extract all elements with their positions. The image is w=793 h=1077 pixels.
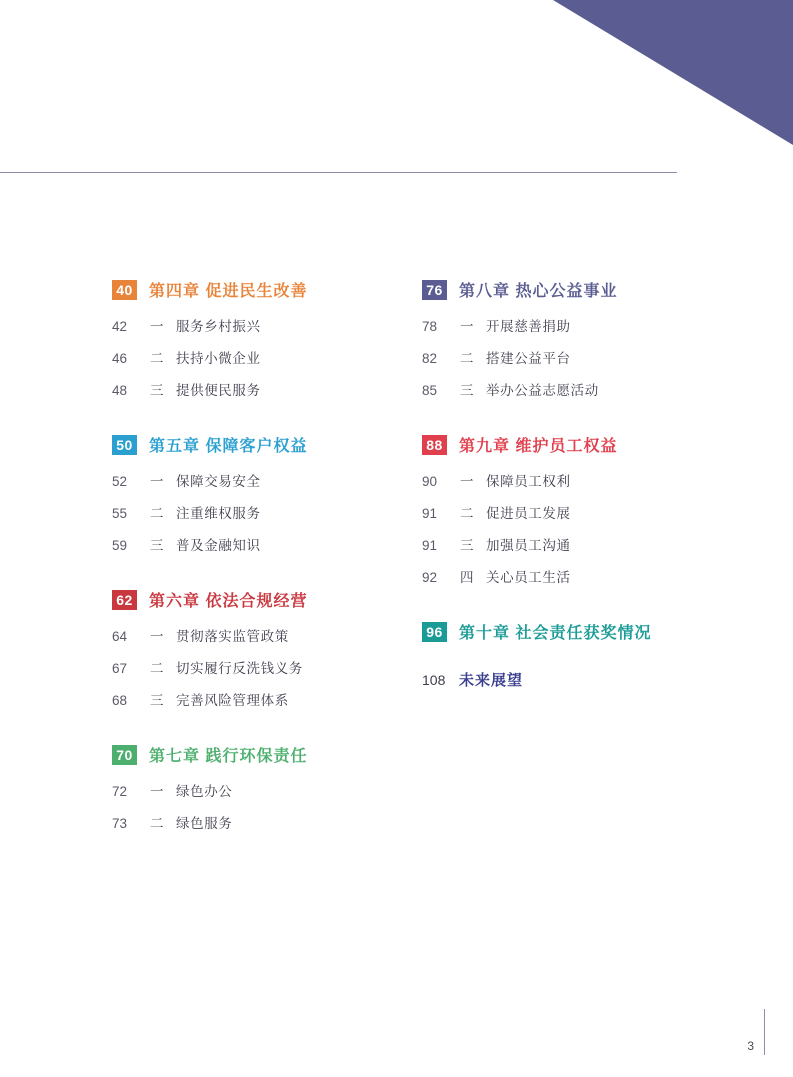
chapter-page-badge: 62 bbox=[112, 590, 137, 610]
toc-chapter-group bbox=[112, 278, 412, 399]
section-index: 一 bbox=[460, 319, 474, 334]
section-page-number: 73 bbox=[112, 816, 128, 831]
footer-page-number: 3 bbox=[747, 1039, 754, 1053]
section-label: 绿色办公 bbox=[176, 784, 233, 799]
section-page-number: 78 bbox=[422, 319, 438, 334]
toc-chapter-entry[interactable] bbox=[112, 588, 412, 611]
section-label: 服务乡村振兴 bbox=[176, 319, 261, 334]
section-page-number: 59 bbox=[112, 538, 128, 553]
toc-section-entry[interactable] bbox=[112, 689, 412, 709]
section-label: 注重维权服务 bbox=[176, 506, 261, 521]
toc-section-entry[interactable] bbox=[112, 780, 412, 800]
chapter-page-badge: 50 bbox=[112, 435, 137, 455]
section-page-number: 85 bbox=[422, 383, 438, 398]
toc-chapter-entry[interactable] bbox=[422, 278, 742, 301]
section-index: 二 bbox=[150, 816, 164, 831]
toc-section-entry[interactable] bbox=[112, 502, 412, 522]
chapter-page-badge: 76 bbox=[422, 280, 447, 300]
toc-left-column bbox=[112, 278, 412, 866]
header-divider bbox=[0, 172, 677, 173]
section-label: 搭建公益平台 bbox=[486, 351, 571, 366]
toc-section-entry[interactable] bbox=[422, 502, 742, 522]
section-index: 二 bbox=[150, 661, 164, 676]
section-index: 三 bbox=[460, 538, 474, 553]
chapter-title: 第五章 保障客户权益 bbox=[149, 438, 308, 455]
section-label: 加强员工沟通 bbox=[486, 538, 571, 553]
section-label: 完善风险管理体系 bbox=[176, 693, 289, 708]
toc-chapter-group bbox=[112, 588, 412, 709]
section-index: 四 bbox=[460, 570, 474, 585]
chapter-title: 第四章 促进民生改善 bbox=[149, 283, 308, 300]
toc-section-entry[interactable] bbox=[112, 379, 412, 399]
outlook-page-number: 108 bbox=[422, 672, 446, 688]
chapter-title: 第六章 依法合规经营 bbox=[149, 593, 308, 610]
section-index: 一 bbox=[150, 784, 164, 799]
section-label: 保障员工权利 bbox=[486, 474, 571, 489]
section-index: 三 bbox=[150, 693, 164, 708]
section-page-number: 42 bbox=[112, 319, 128, 334]
toc-chapter-group bbox=[112, 743, 412, 832]
toc-right-column bbox=[422, 278, 742, 690]
section-page-number: 55 bbox=[112, 506, 128, 521]
section-label: 举办公益志愿活动 bbox=[486, 383, 599, 398]
section-page-number: 82 bbox=[422, 351, 438, 366]
toc-section-entry[interactable] bbox=[422, 315, 742, 335]
toc-section-entry[interactable] bbox=[112, 470, 412, 490]
toc-section-entry[interactable] bbox=[422, 470, 742, 490]
toc-chapter-group bbox=[422, 620, 742, 643]
toc-chapter-group bbox=[112, 433, 412, 554]
chapter-page-badge: 88 bbox=[422, 435, 447, 455]
chapter-title: 第八章 热心公益事业 bbox=[459, 283, 618, 300]
chapter-page-badge: 96 bbox=[422, 622, 447, 642]
toc-section-entry[interactable] bbox=[422, 534, 742, 554]
section-page-number: 48 bbox=[112, 383, 128, 398]
toc-section-entry[interactable] bbox=[422, 379, 742, 399]
section-index: 三 bbox=[150, 383, 164, 398]
section-index: 一 bbox=[460, 474, 474, 489]
section-label: 扶持小微企业 bbox=[176, 351, 261, 366]
section-label: 关心员工生活 bbox=[486, 570, 571, 585]
section-label: 贯彻落实监管政策 bbox=[176, 629, 289, 644]
section-index: 一 bbox=[150, 629, 164, 644]
toc-chapter-entry[interactable] bbox=[112, 433, 412, 456]
section-page-number: 52 bbox=[112, 474, 128, 489]
toc-outlook-entry[interactable] bbox=[422, 669, 742, 690]
toc-section-entry[interactable] bbox=[422, 566, 742, 586]
section-page-number: 64 bbox=[112, 629, 128, 644]
toc-chapter-entry[interactable] bbox=[422, 620, 742, 643]
toc-section-entry[interactable] bbox=[112, 657, 412, 677]
page-footer bbox=[747, 1009, 765, 1055]
section-label: 普及金融知识 bbox=[176, 538, 261, 553]
section-index: 三 bbox=[150, 538, 164, 553]
chapter-title: 第九章 维护员工权益 bbox=[459, 438, 618, 455]
toc-section-entry[interactable] bbox=[112, 812, 412, 832]
outlook-title: 未来展望 bbox=[459, 672, 524, 689]
section-page-number: 92 bbox=[422, 570, 438, 585]
chapter-page-badge: 40 bbox=[112, 280, 137, 300]
section-index: 二 bbox=[460, 351, 474, 366]
section-label: 开展慈善捐助 bbox=[486, 319, 571, 334]
toc-section-entry[interactable] bbox=[112, 625, 412, 645]
section-page-number: 72 bbox=[112, 784, 128, 799]
section-label: 绿色服务 bbox=[176, 816, 233, 831]
section-page-number: 91 bbox=[422, 506, 438, 521]
section-page-number: 68 bbox=[112, 693, 128, 708]
chapter-page-badge: 70 bbox=[112, 745, 137, 765]
chapter-title: 第七章 践行环保责任 bbox=[149, 748, 308, 765]
section-index: 二 bbox=[150, 351, 164, 366]
section-page-number: 90 bbox=[422, 474, 438, 489]
section-page-number: 46 bbox=[112, 351, 128, 366]
toc-section-entry[interactable] bbox=[112, 315, 412, 335]
footer-rule bbox=[764, 1009, 765, 1055]
toc-chapter-group bbox=[422, 278, 742, 399]
section-index: 一 bbox=[150, 319, 164, 334]
section-index: 三 bbox=[460, 383, 474, 398]
section-label: 促进员工发展 bbox=[486, 506, 571, 521]
toc-chapter-entry[interactable] bbox=[112, 278, 412, 301]
toc-chapter-entry[interactable] bbox=[422, 433, 742, 456]
toc-chapter-entry[interactable] bbox=[112, 743, 412, 766]
toc-section-entry[interactable] bbox=[422, 347, 742, 367]
section-index: 二 bbox=[150, 506, 164, 521]
section-label: 提供便民服务 bbox=[176, 383, 261, 398]
section-label: 保障交易安全 bbox=[176, 474, 261, 489]
chapter-title: 第十章 社会责任获奖情况 bbox=[459, 625, 652, 642]
section-label: 切实履行反洗钱义务 bbox=[176, 661, 303, 676]
section-page-number: 91 bbox=[422, 538, 438, 553]
section-index: 一 bbox=[150, 474, 164, 489]
section-index: 二 bbox=[460, 506, 474, 521]
section-page-number: 67 bbox=[112, 661, 128, 676]
table-of-contents bbox=[0, 278, 793, 918]
corner-decoration bbox=[513, 0, 793, 145]
toc-section-entry[interactable] bbox=[112, 534, 412, 554]
toc-chapter-group bbox=[422, 433, 742, 586]
toc-section-entry[interactable] bbox=[112, 347, 412, 367]
